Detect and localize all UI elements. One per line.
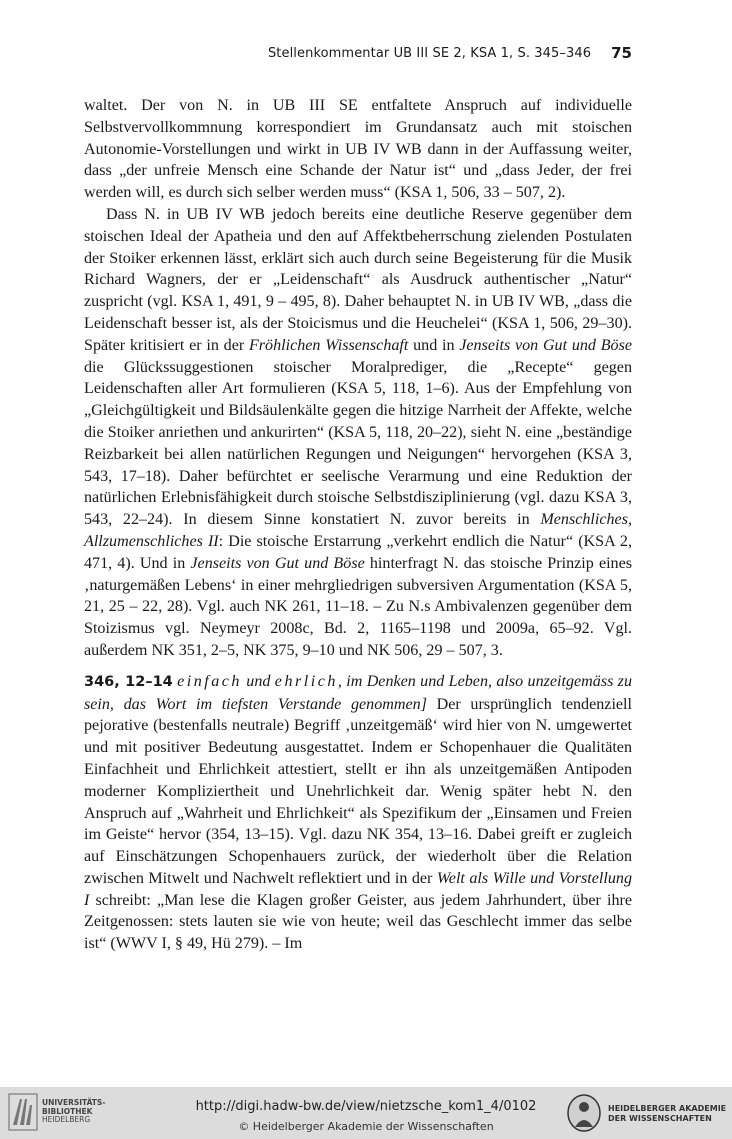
work-title: Jenseits von Gut und Böse — [190, 554, 365, 572]
page-number: 75 — [611, 44, 632, 62]
main-text — [84, 95, 632, 955]
lemma: einfach und ehrlich, im Denken und Leben, also unzeitgemäss zu sein, das Wort im tiefsten Verstande genommen] — [84, 672, 632, 713]
running-header — [84, 41, 632, 65]
work-title: Jenseits von Gut und Böse — [459, 336, 632, 354]
paragraph: waltet. Der von N. in UB III SE entfaltete Anspruch auf individuelle Selbstvervollkommnung korrespondiert im Grundansatz auch mit stoischen Autonomie-Vorstellungen und wirkt in UB IV WB dann in der Auffassung weiter, dass „der unfreie Mensch eine Schande der Natur ist“ und „dass Jeder, der frei werden will, es durch sich selber werden muss“ (KSA 1, 506, 33 – 507, 2). — [84, 97, 632, 202]
running-title: Stellenkommentar UB III SE 2, KSA 1, S. 345–346 — [267, 45, 592, 61]
work-title: Menschliches, Allzumenschliches II — [84, 511, 632, 550]
library-name: UNIVERSITÄTS- BIBLIOTHEK HEIDELBERG — [42, 1098, 106, 1124]
academy-name: HEIDELBERGER AKADEMIE DER WISSENSCHAFTEN — [608, 1104, 727, 1123]
paragraph: Dass N. in UB IV WB jedoch bereits eine deutliche Reserve gegenüber dem stoischen Ideal der Apatheia und den auf Affektbeherrschung zielenden Postulaten der Stoiker erkennen lässt, erklärt sich auch durch seine Begeisterung für die Musik Richard Wagners, der er „Leidenschaft“ als Ausdruck authentischer „Natur“ zuspricht (vgl. KSA 1, 491, 9 – 495, 8). Daher behauptet N. in UB IV WB, „dass die Leidenschaft besser ist, als der Stoicismus und die Heuchelei“ (KSA 1, 506, 29–30). Später kritisiert er in der Fröhlichen Wissenschaft und in Jenseits von Gut und Böse die Glückssuggestionen stoischer Moralprediger, die „Recepte“ gegen Leidenschaften aller Art formulieren (KSA 5, 118, 1–6). Aus der Empfehlung von „Gleichgültigkeit und Bildsäulenkälte gegen die hitzige Narrheit der Affekte, welche die Stoiker anriethen und ankurirten“ (KSA 5, 118, 20–22), sieht N. eine „beständige Reizbarkeit bei allen natürlichen Regungen und Neigungen“ hervorgehen (KSA 3, 543, 17–18). Daher befürchtet er seelische Verarmung und eine Reduktion der natürlichen Erlebnisfähigkeit durch stoische Selbstdisziplinierung (vgl. dazu KSA 3, 543, 22–24). In diesem Sinne konstatiert N. zuvor bereits in Menschliches, Allzumenschliches II: Die stoische Erstarrung „verkehrt endlich die Natur“ (KSA 2, 471, 4). Und in Jenseits von Gut und Böse hinterfragt N. das stoische Prinzip eines ‚naturgemäßen Lebens‘ in einer mehrgliedrigen subversiven Argumentation (KSA 5, 21, 25 – 22, 28). Vgl. auch NK 261, 11–18. – Zu N.s Ambivalenzen gegenüber dem Stoizismus vgl. Neymeyr 2008c, Bd. 2, 1165–1198 und 2009a, 65–92. Vgl. außerdem NK 351, 2–5, NK 375, 9–10 und NK 506, 29 – 507, 3. — [84, 205, 633, 659]
lemma-reference: 346, 12–14 — [84, 673, 173, 690]
source-url[interactable]: http://digi.hadw-bw.de/view/nietzsche_kom1_4/0102 — [195, 1099, 537, 1114]
commentary-entry: 346, 12–14 einfach und ehrlich, im Denken und Leben, also unzeitgemäss zu sein, das Wort im tiefsten Verstande genommen] Der ursprünglich tendenziell pejorative (bestenfalls neutrale) Begriff ‚unzeitgemäß‘ wird hier von N. umgewertet und mit positiver Bedeutung ausgestattet. Indem er Schopenhauer die Qualitäten Einfachheit und Ehrlichkeit attestiert, stellt er ihn als unzeitgemäßen Antipoden moderner Kompliziertheit und Unehrlichkeit dar. Wenig später hebt N. den Anspruch auf „Wahrheit und Ehrlichkeit“ als Spezifikum der „Einsamen und Freien im Geiste“ hervor (354, 13–15). Vgl. dazu NK 354, 13–16. Dabei greift er zugleich auf Einschätzungen Schopenhauers zurück, der wiederholt über die Relation zwischen Mitwelt und Nachwelt reflektiert und in der Welt als Wille und Vorstellung I schreibt: „Man lese die Klagen großer Geister, aus jedem Jahrhundert, über ihre Zeitgenossen: stets lauten sie wie von heute; weil das Geschlecht immer das selbe ist“ (WWV I, § 49, Hü 279). – Im — [84, 672, 632, 953]
work-title: Fröhlichen Wissenschaft — [248, 336, 409, 354]
footer-bar — [0, 1087, 732, 1139]
copyright-notice: © Heidelberger Akademie der Wissenschaften — [238, 1120, 494, 1133]
work-title: Welt als Wille und Vorstellung I — [84, 869, 632, 909]
academy-seal-icon — [566, 1093, 602, 1133]
